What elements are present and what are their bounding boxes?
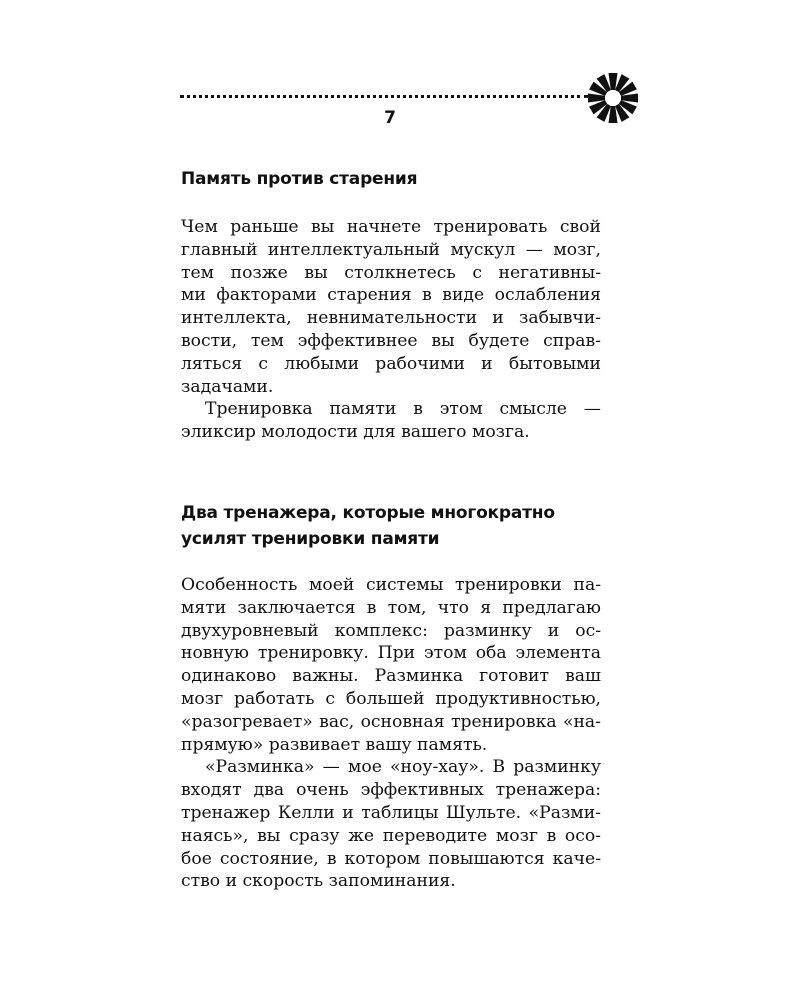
section-two-trainers bbox=[181, 500, 601, 893]
paragraph bbox=[181, 398, 601, 444]
text-line: ство и скорость запоминания. bbox=[181, 871, 456, 892]
text-line: интеллекта, невнимательности и забывчи- bbox=[181, 308, 601, 329]
paragraph bbox=[181, 574, 601, 756]
text-line: наясь», вы сразу же переводите мозг в осо- bbox=[181, 825, 601, 846]
text-line: ляться с любыми рабочими и бытовыми bbox=[181, 353, 601, 374]
section-heading bbox=[181, 500, 601, 552]
text-line: прямую» развивает вашу память. bbox=[181, 734, 488, 755]
paragraph bbox=[181, 756, 601, 893]
text-line: Тренировка памяти в этом смысле — bbox=[205, 399, 601, 420]
paragraph bbox=[181, 216, 601, 398]
page-number: 7 bbox=[384, 108, 396, 128]
text-line: главный интеллектуальный мускул — мозг, bbox=[181, 239, 601, 260]
text-line: «Разминка» — мое «ноу-хау». В разминку bbox=[205, 757, 601, 778]
text-line: «разогревает» вас, основная тренировка «на- bbox=[181, 711, 601, 732]
text-line: задачами. bbox=[181, 376, 274, 397]
text-line: бое состояние, в котором повышаются каче- bbox=[181, 848, 601, 869]
text-line: входят два очень эффективных тренажера: bbox=[181, 780, 601, 801]
text-line: тренажер Келли и таблицы Шульте. «Разми- bbox=[181, 802, 601, 823]
text-line: ми факторами старения в виде ослабления bbox=[181, 285, 601, 306]
text-line: мяти заключается в том, что я предлагаю bbox=[181, 597, 601, 618]
section-heading bbox=[181, 166, 601, 192]
text-line: двухуровневый комплекс: разминку и ос- bbox=[181, 620, 601, 641]
text-line: одинаково важны. Разминка готовит ваш bbox=[181, 666, 601, 687]
text-line: новную тренировку. При этом оба элемента bbox=[181, 643, 601, 664]
text-line: мозг работать с большей продуктивностью, bbox=[181, 688, 601, 709]
text-line: Чем раньше вы начнете тренировать свой bbox=[181, 217, 601, 237]
section-body bbox=[181, 216, 601, 444]
section-body bbox=[181, 574, 601, 893]
heading-line: Два тренажера, которые многократно bbox=[181, 503, 555, 523]
heading-line: Память против старения bbox=[181, 169, 418, 189]
text-line: тем позже вы столкнетесь с негативны- bbox=[181, 262, 601, 283]
text-line: вости, тем эффективнее вы будете справ- bbox=[181, 330, 601, 351]
text-line: эликсир молодости для вашего мозга. bbox=[181, 422, 530, 443]
heading-line: усилят тренировки памяти bbox=[181, 529, 440, 549]
section-memory-vs-aging bbox=[181, 166, 601, 444]
text-line: Особенность моей системы тренировки па- bbox=[181, 575, 601, 595]
header-dotted-rule bbox=[180, 95, 588, 98]
asterisk-ornament-icon bbox=[585, 70, 641, 126]
